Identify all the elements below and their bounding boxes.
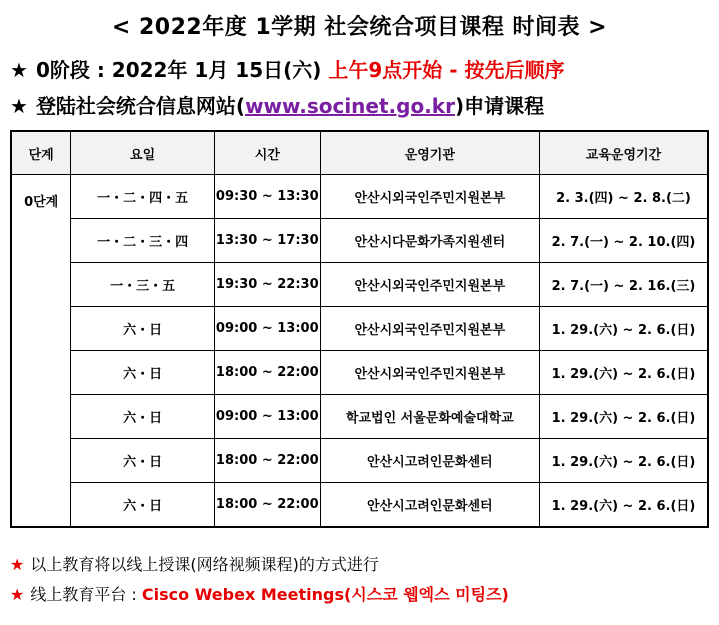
header-stage: 단계 (11, 131, 71, 175)
header-time: 시간 (214, 131, 320, 175)
page-title: < 2022年度 1学期 社会统合项目课程 时间表 > (111, 15, 608, 40)
header-days: 요일 (71, 131, 215, 175)
period-cell: 1. 29.(六) ~ 2. 6.(日) (539, 351, 708, 395)
table-row (11, 395, 708, 439)
days-cell: 一・二・四・五 (71, 175, 215, 219)
days-cell: 六・日 (71, 307, 215, 351)
platform-name: Cisco Webex Meetings(시스코 웹엑스 미팅즈) (141, 585, 509, 604)
star-icon: ★ (10, 585, 25, 604)
org-cell: 안산시외국인주민지원본부 (320, 175, 539, 219)
org-cell: 안산시외국인주민지원본부 (320, 351, 539, 395)
table-row (11, 219, 708, 263)
org-cell: 안산시다문화가족지원센터 (320, 219, 539, 263)
org-cell: 안산시고려인문화센터 (320, 483, 539, 528)
period-cell: 2. 7.(一) ~ 2. 16.(三) (539, 263, 708, 307)
platform-note (10, 582, 509, 605)
registration-site-suffix: )申请课程 (454, 94, 545, 118)
table-row (11, 307, 708, 351)
star-icon: ★ (10, 94, 28, 118)
period-cell: 2. 3.(四) ~ 2. 8.(二) (539, 175, 708, 219)
org-cell: 안산시고려인문화센터 (320, 439, 539, 483)
table-row (11, 439, 708, 483)
time-cell: 18:00 ~ 22:00 (214, 439, 320, 483)
online-course-note (10, 552, 379, 575)
registration-site-prefix: 登陆社会统合信息网站( (35, 94, 246, 118)
period-cell: 1. 29.(六) ~ 2. 6.(日) (539, 439, 708, 483)
days-cell: 六・日 (71, 351, 215, 395)
period-cell: 1. 29.(六) ~ 2. 6.(日) (539, 307, 708, 351)
period-cell: 1. 29.(六) ~ 2. 6.(日) (539, 395, 708, 439)
period-cell: 1. 29.(六) ~ 2. 6.(日) (539, 483, 708, 528)
days-cell: 一・三・五 (71, 263, 215, 307)
period-cell: 2. 7.(一) ~ 2. 10.(四) (539, 219, 708, 263)
time-cell: 13:30 ~ 17:30 (214, 219, 320, 263)
header-period: 교육운영기간 (539, 131, 708, 175)
time-cell: 09:00 ~ 13:00 (214, 307, 320, 351)
table-row (11, 351, 708, 395)
table-row (11, 175, 708, 219)
registration-date-line (10, 54, 565, 83)
star-icon: ★ (10, 58, 28, 82)
time-cell: 19:30 ~ 22:30 (214, 263, 320, 307)
org-cell: 안산시외국인주민지원본부 (320, 307, 539, 351)
platform-label: 线上教育平台 : (30, 585, 142, 604)
org-cell: 학교법인 서울문화예술대학교 (320, 395, 539, 439)
days-cell: 一・二・三・四 (71, 219, 215, 263)
days-cell: 六・日 (71, 439, 215, 483)
registration-site-line (10, 90, 544, 119)
registration-start-note: 上午9点开始 - 按先后顺序 (328, 58, 565, 82)
online-course-text: 以上教育将以线上授课(网络视频课程)的方式进行 (30, 555, 379, 574)
stage-cell: 0단계 (11, 175, 71, 528)
days-cell: 六・日 (71, 395, 215, 439)
time-cell: 18:00 ~ 22:00 (214, 483, 320, 528)
registration-date-text: 0阶段 : 2022年 1月 15日(六) (35, 58, 322, 82)
star-icon: ★ (10, 555, 25, 574)
table-header-row (11, 131, 708, 175)
time-cell: 09:30 ~ 13:30 (214, 175, 320, 219)
schedule-table (10, 130, 709, 528)
socinet-link[interactable]: www.socinet.go.kr (245, 94, 455, 118)
table-row (11, 263, 708, 307)
table-row (11, 483, 708, 528)
days-cell: 六・日 (71, 483, 215, 528)
time-cell: 18:00 ~ 22:00 (214, 351, 320, 395)
header-organization: 운영기관 (320, 131, 539, 175)
time-cell: 09:00 ~ 13:00 (214, 395, 320, 439)
org-cell: 안산시외국인주민지원본부 (320, 263, 539, 307)
